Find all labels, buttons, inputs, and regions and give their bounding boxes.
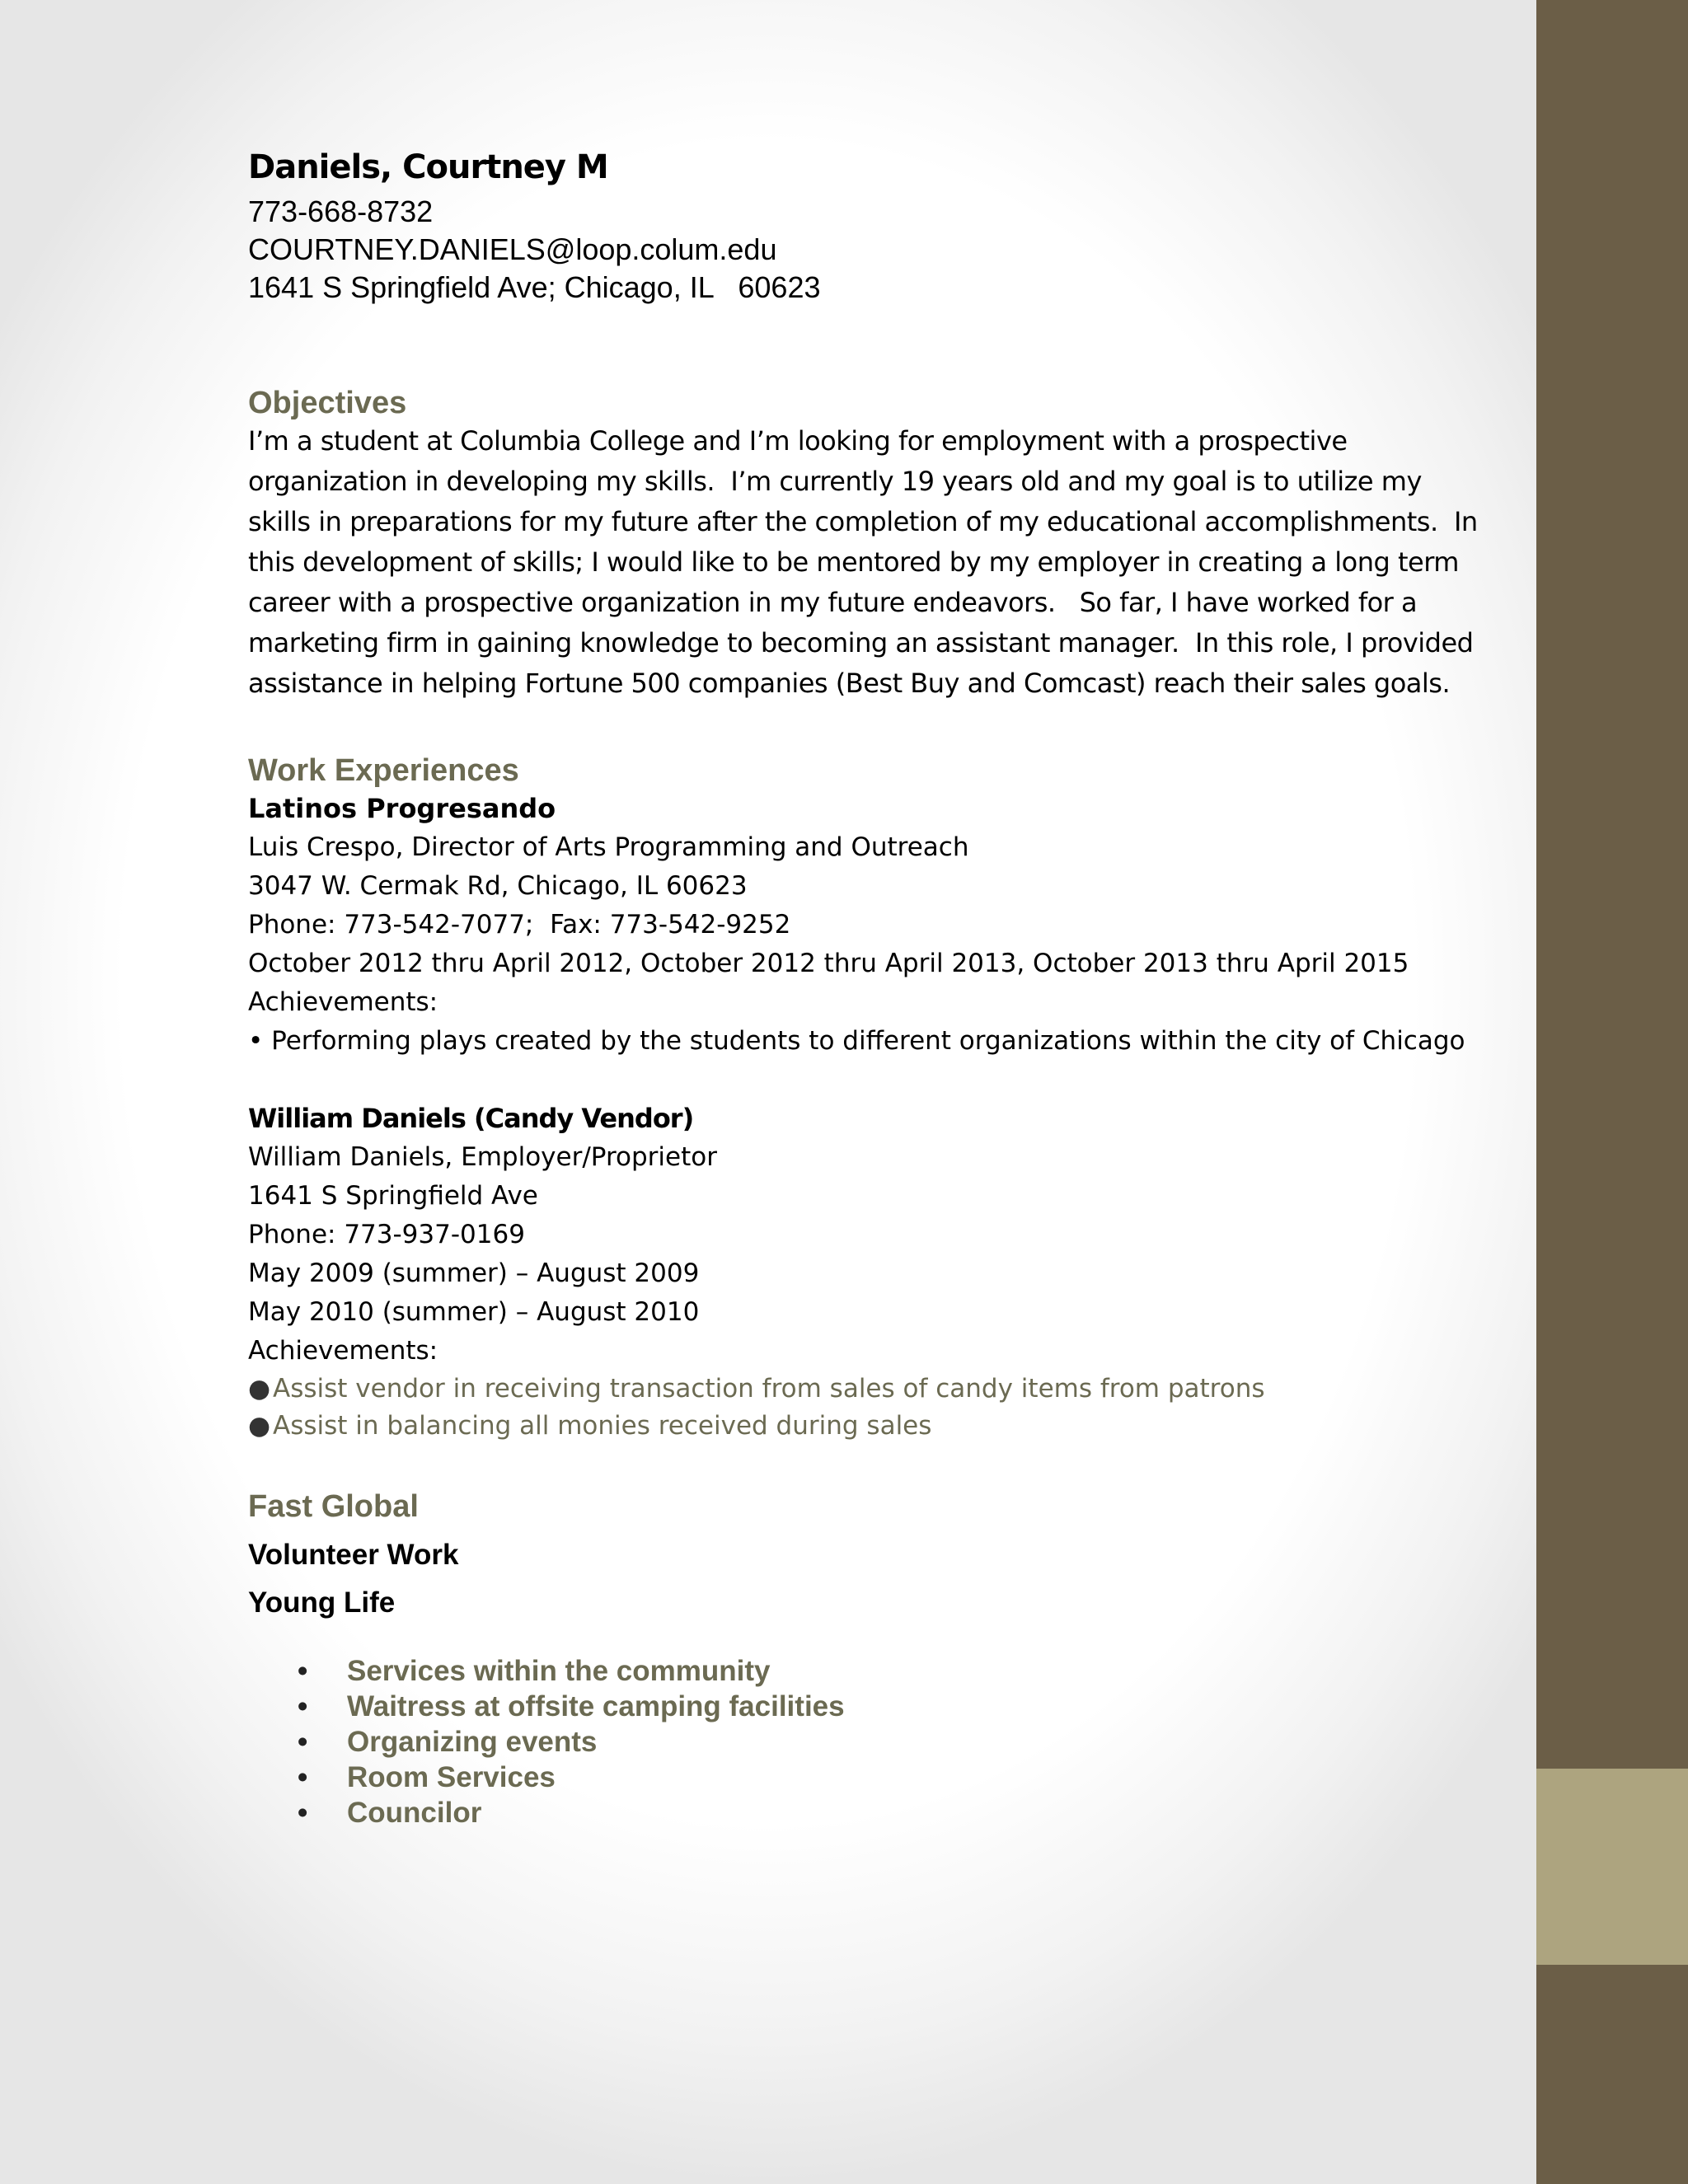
job-contact: Luis Crespo, Director of Arts Programming and Outreach xyxy=(248,832,969,862)
list-item: ●Assist in balancing all monies received during sales xyxy=(248,1408,1484,1445)
bullet-icon: • xyxy=(298,1726,308,1758)
job-contact: William Daniels, Employer/Proprietor xyxy=(248,1142,717,1172)
list-item: ●Assist vendor in receiving transaction from sales of candy items from patrons xyxy=(248,1371,1484,1408)
email-address[interactable]: COURTNEY.DANIELS@loop.colum.edu xyxy=(248,232,777,266)
job-phone: Phone: 773-542-7077; Fax: 773-542-9252 xyxy=(248,910,791,940)
achievements-label: Achievements: xyxy=(248,987,438,1017)
achievements-label: Achievements: xyxy=(248,1336,438,1366)
job-address: 1641 S Springfield Ave xyxy=(248,1181,538,1211)
achievement-item: • Performing plays created by the students to different organizations within the city of Chicago xyxy=(248,1026,1465,1056)
objectives-text: I’m a student at Columbia College and I’m looking for employment with a prospective organization in developing my skills. I’m currently 19 years old and my goal is to utilize my skills in preparations for my future after the completion of my educational accomplishments. In this development of skills; I would like to be mentored by my employer in creating a long term career with a prospective organization in my future endeavors. So far, I have worked for a marketing firm in gaining knowledge to becoming an assistant manager. In this role, I provided assistance in helping Fortune 500 companies (Best Buy and Comcast) reach their sales goals. xyxy=(248,425,1486,699)
organization-name: Young Life xyxy=(248,1586,396,1619)
bullet-icon: ● xyxy=(248,1374,271,1404)
job-entry xyxy=(248,1099,1484,1445)
applicant-name: Daniels, Courtney M xyxy=(248,148,608,186)
fast-global-section xyxy=(248,1489,1484,1830)
job-address: 3047 W. Cermak Rd, Chicago, IL 60623 xyxy=(248,871,748,901)
objectives-heading: Objectives xyxy=(248,386,407,420)
objectives-section xyxy=(248,386,1484,704)
bullet-icon: • xyxy=(298,1761,308,1793)
bullet-icon: • xyxy=(298,1655,308,1687)
list-item: • Waitress at offsite camping facilities xyxy=(298,1690,845,1722)
job-title: Latinos Progresando xyxy=(248,793,556,824)
bullet-icon: • xyxy=(298,1690,308,1722)
list-item: • Services within the community xyxy=(298,1655,771,1687)
list-item: • Organizing events xyxy=(298,1726,598,1758)
job-dates: October 2012 thru April 2012, October 2012 thru April 2013, October 2013 thru April 2015 xyxy=(248,949,1409,978)
bullet-icon: ● xyxy=(248,1411,271,1441)
job-title: William Daniels (Candy Vendor) xyxy=(248,1103,694,1134)
work-section xyxy=(248,753,1484,1445)
job-entry xyxy=(248,789,1484,1061)
volunteer-label: Volunteer Work xyxy=(248,1539,459,1571)
contact-header xyxy=(248,148,1484,307)
job-dates: May 2009 (summer) – August 2009 xyxy=(248,1258,700,1288)
home-address: 1641 S Springfield Ave; Chicago, IL 60623 xyxy=(248,270,821,304)
job-dates: May 2010 (summer) – August 2010 xyxy=(248,1297,700,1327)
sidebar-decoration xyxy=(1536,0,1688,2184)
job-phone: Phone: 773-937-0169 xyxy=(248,1220,525,1249)
fast-global-heading: Fast Global xyxy=(248,1489,419,1524)
work-heading: Work Experiences xyxy=(248,753,519,788)
list-item: • Councilor xyxy=(298,1797,482,1829)
volunteer-duties-list xyxy=(248,1653,1484,1830)
achievements-list xyxy=(248,1371,1484,1445)
sidebar-accent-band xyxy=(1536,1769,1688,1965)
phone-number: 773-668-8732 xyxy=(248,194,434,228)
resume-content xyxy=(248,148,1484,1830)
list-item: • Room Services xyxy=(298,1761,556,1793)
bullet-icon: • xyxy=(298,1797,308,1829)
